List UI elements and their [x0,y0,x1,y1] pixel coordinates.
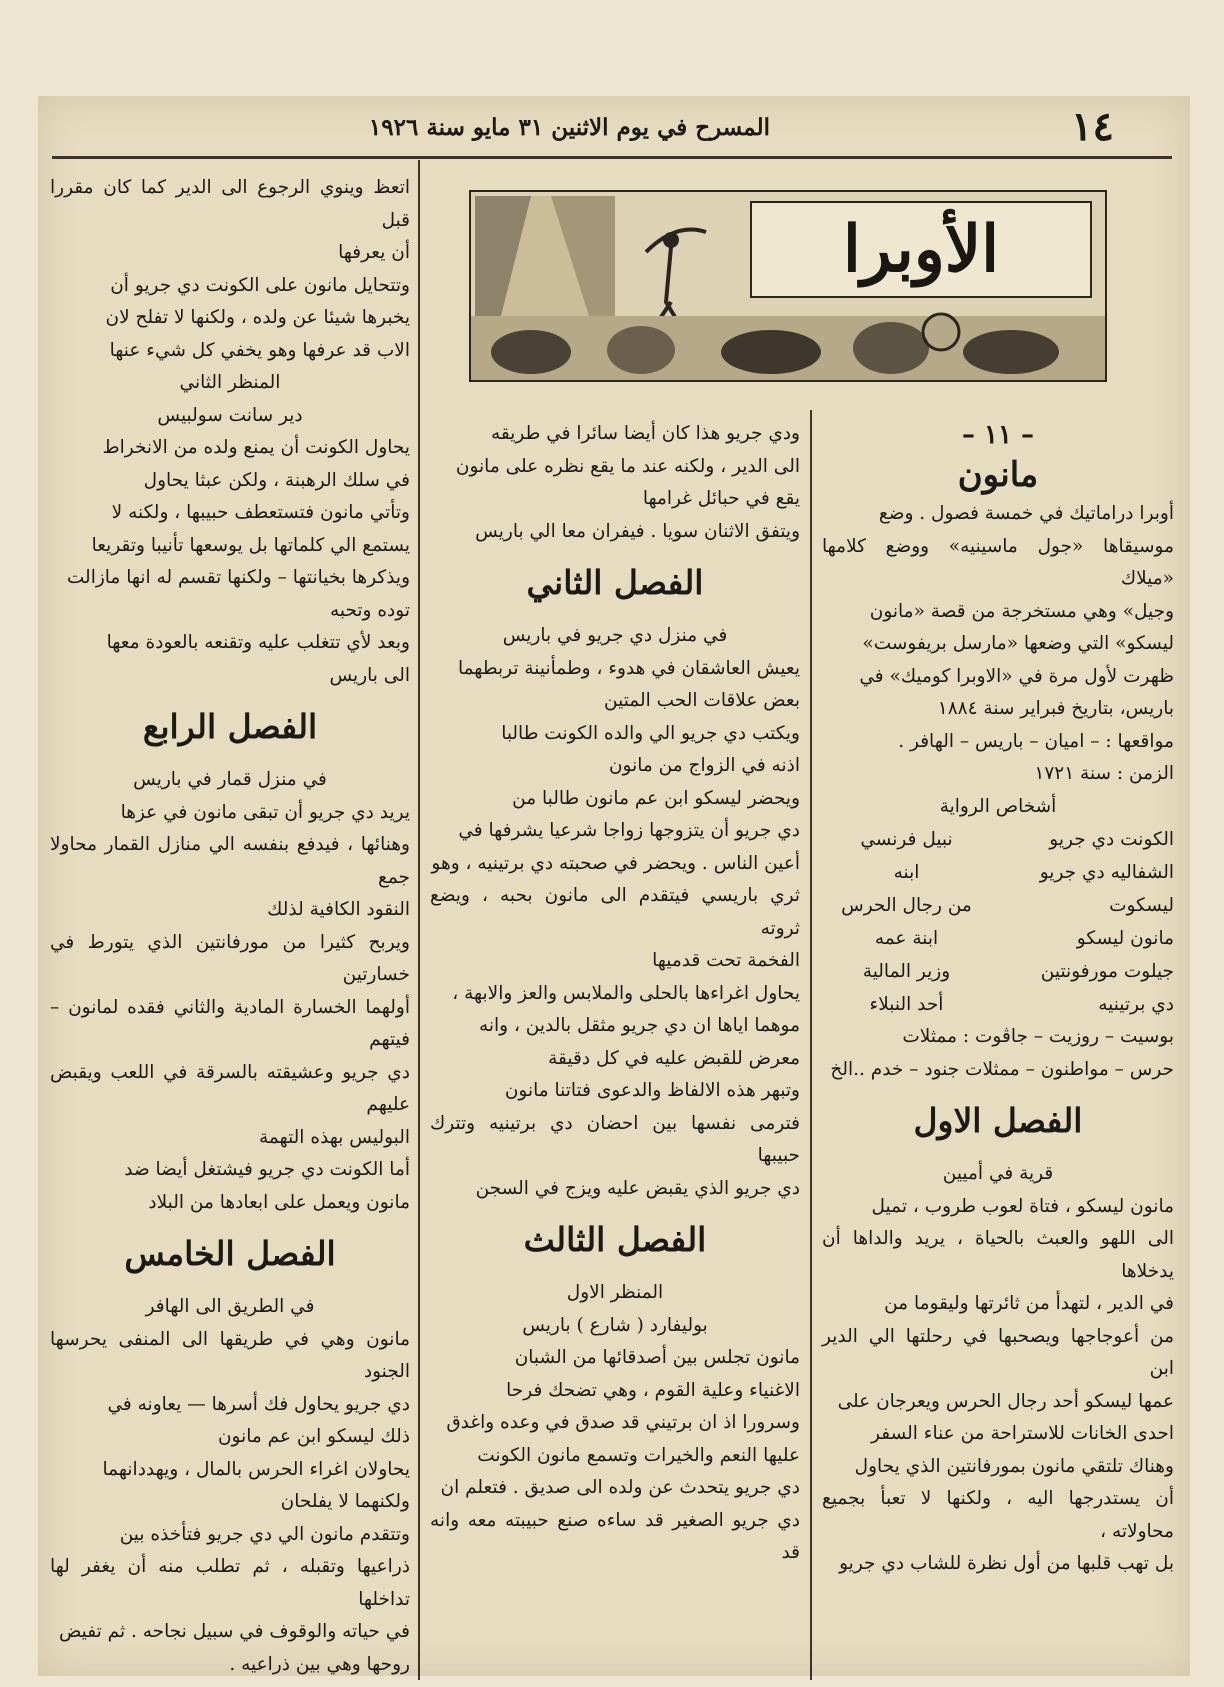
extras-line: حرس – مواطنون – ممثلات جنود – خدم ..الخ [830,1058,1174,1080]
paragraph-line: دي جريو الصغير قد ساءه صنع حبيبته معه وانه قد [430,1509,800,1563]
cast-row [822,955,1174,988]
paragraph-line: ويربح كثيرا من مورفانتين الذي يتورط في خسارتين [50,931,410,985]
paragraph-line: موسيقاها «جول ماسينيه» ووضع كلامها «ميلاك [822,535,1174,589]
paragraph-line: وهناك تلتقي مانون بمورفانتين الذي يحاول [854,1455,1174,1477]
act3-scene: المنظر الاول [566,1282,664,1303]
paragraph-line: توده وتحبه [329,599,410,621]
act5-place: في الطريق الى الهافر [145,1296,315,1317]
paragraph-line: عمها ليسكو أحد رجال الحرس ويعرجان على [837,1390,1174,1412]
paragraph-line: أما الكونت دي جريو فيشتغل أيضا ضد [124,1159,410,1180]
act5-text [50,1324,410,1682]
act3-place: بوليفارد ( شارع ) باريس [522,1314,708,1336]
time-line: الزمن : سنة ١٧٢١ [1034,763,1174,784]
paragraph-line: ويكتب دي جريو الي والده الكونت طالبا [501,722,800,744]
paragraph-line: معرض للقبض عليه في كل دقيقة [548,1047,800,1069]
cast-row [822,823,1174,856]
paragraph-line: الاب قد عرفها وهو يخفي كل شيء عنها [109,339,410,361]
cast-role: الشفاليه دي جريو [1039,862,1174,883]
cast-desc: أحد النبلاء [869,994,944,1015]
paragraph-line: بعض علاقات الحب المتين [604,690,800,711]
scene2-place: دير سانت سولبيس [157,404,303,426]
cast-row [822,856,1174,889]
paragraph-line: أعين الناس . ويحضر في صحبته دي برتينيه ، وهو [431,852,800,874]
scene2-title: المنظر الثاني [179,372,281,393]
paragraph-line: وتأتي مانون فتستعطف حبيبها ، ولكنه لا [111,502,410,523]
act3-text [430,1342,800,1570]
paragraph-line: دي جريو الذي يقبض عليه ويزج في السجن [475,1177,800,1199]
opera-number: – ١١ – [961,420,1035,450]
paragraph-line: ذراعيها وتقبله ، ثم تطلب منه أن يغفر لها تداخلها [50,1556,410,1610]
cast-desc: نبيل فرنسي [860,829,953,850]
paragraph-line: يحاول اغراءها بالحلى والملابس والعز والابهة ، [452,982,800,1004]
paragraph-line: مانون تجلس بين أصدقائها من الشبان [514,1347,800,1368]
cast-row [822,889,1174,922]
paragraph-line: وجيل» وهي مستخرجة من قصة «مانون [869,600,1174,622]
paragraph-line: الى الدير ، ولكنه عند ما يقع نظره على مانون [455,455,800,477]
act3-title: الفصل الثالث [523,1220,707,1259]
cast-desc: ابنه [893,862,920,883]
paragraph-line: وبعد لأي تتغلب عليه وتقنعه بالعودة معها [106,632,410,653]
paragraph-line: مانون ليسكو ، فتاة لعوب طروب ، تميل [871,1195,1174,1217]
paragraph-line: يحاول الكونت أن يمنع ولده من الانخراط [102,437,410,458]
places-line: مواقعها : – اميان – باريس – الهافر . [898,730,1174,752]
paragraph-line: الى اللهو والعبث بالحياة ، يريد والداها أن يدخلاها [822,1228,1174,1282]
paragraph-line: ودي جريو هذا كان أيضا سائرا في طريقه [490,423,800,444]
paragraph-line: أن يستدرجها اليه ، ولكنها لا تعبأ بجميع محاولاته ، [822,1488,1174,1542]
cast-table [822,823,1174,1021]
act4-text [50,797,410,1220]
paragraph-line: مانون وهي في طريقها الى المنفى يحرسها الجنود [50,1328,410,1382]
paragraph-line: وتبهر هذه الالفاظ والدعوى فتاتنا مانون [504,1080,800,1101]
paragraph-line: يريد دي جريو أن تبقى مانون في عزها [120,801,410,823]
scene2-text [50,432,410,692]
paragraph-line: وتتقدم مانون الي دي جريو فتأخذه بين [119,1523,410,1545]
opera-banner [469,190,1107,382]
banner-title: الأوبرا [842,212,1000,287]
paragraph-line: باريس، بتاريخ فبراير سنة ١٨٨٤ [937,698,1174,719]
cast-desc: وزير المالية [862,961,951,982]
page-number: ١٤ [1071,103,1114,150]
intro-text [822,498,1174,726]
paragraph-line: روحها وهي بين ذراعيه . [229,1653,410,1675]
paragraph-line: البوليس بهذه التهمة [258,1126,410,1148]
act5-title: الفصل الخامس [124,1234,336,1273]
cast-role: ليسكوت [1109,895,1174,916]
left-text-a [50,172,410,367]
paragraph-line: دي جريو وعشيقته بالسرقة في اللعب ويقبض عليهم [50,1061,410,1115]
cast-role: دي برتينيه [1098,994,1174,1015]
act4-title: الفصل الرابع [142,707,318,746]
paragraph-line: في حياته والوقوف في سبيل نجاحه . ثم تفيض [59,1621,410,1642]
paragraph-line: ويتفق الاثنان سويا . فيفران معا الي باريس [475,520,800,542]
paragraph-line: يحاولان اغراء الحرس بالمال ، ويهددانهما [102,1458,410,1480]
paragraph-line: ويذكرها بخيانتها – ولكنها تقسم له انها مازالت [66,567,410,588]
cast-row [822,922,1174,955]
article-title: مانون [957,455,1039,495]
cast-role: مانون ليسكو [1076,928,1174,949]
act4-place: في منزل قمار في باريس [133,769,327,790]
cast-desc: ابنة عمه [874,928,939,949]
act2-title: الفصل الثاني [526,563,704,602]
paragraph-line: يعيش العاشقان في هدوء ، وطمأنينة تربطهما [457,657,800,679]
header-rule [52,156,1172,159]
paragraph-line: في سلك الرهبنة ، ولكن عبثا يحاول [143,469,410,491]
paragraph-line: وسرورا اذ ان برتيني قد صدق في وعده واغدق [446,1412,800,1433]
paragraph-line: يستمع الي كلماتها بل يوسعها تأنيبا وتقريعا [91,534,410,556]
paragraph-line: ولكنهما لا يفلحان [280,1491,410,1512]
paragraph-line: يخبرها شيئا عن ولده ، ولكنها لا تفلح لان [105,307,410,328]
paragraph-line: ويحضر ليسكو ابن عم مانون طالبا من [512,787,800,809]
cast-role: جيلوت مورفونتين [1040,961,1174,982]
paragraph-line: دي جريو يتحدث عن ولده الى صديق . فتعلم ان [440,1477,800,1498]
paragraph-line: مانون ويعمل على ابعادها من البلاد [148,1191,410,1213]
paragraph-line: احدى الخانات للاستراحة من عناء السفر [871,1423,1174,1444]
act1-title: الفصل الاول [913,1101,1083,1140]
paragraph-line: ظهرت لأول مرة في «الاوبرا كوميك» في [859,665,1174,687]
paragraph-line: وهنائها ، فيدفع بنفسه الي منازل القمار محاولا جمع [50,834,410,888]
column-rule-right [810,410,812,1680]
paragraph-line: أوبرا دراماتيك في خمسة فصول . وضع [878,503,1174,524]
paragraph-line: فترمى نفسها بين احضان دي برتينيه وتترك حبيبها [430,1112,800,1166]
paragraph-line: النقود الكافية لذلك [267,899,410,920]
paragraph-line: في الدير ، لتهدأ من ثائرتها وليقوما من [884,1293,1174,1314]
paragraph-line: ثري باريسي فيتقدم الى مانون بحبه ، ويضع ثروته [430,885,800,939]
paragraph-line: موهما اياها ان دي جريو مثقل بالدين ، وانه [478,1015,800,1036]
paragraph-line: من أعوجاجها ويصحبها في رحلتها الي الدير ابن [822,1325,1174,1379]
paragraph-line: اذنه في الزواج من مانون [608,755,800,776]
paragraph-line: دي جريو أن يتزوجها زواجا شرعيا يشرفها في [458,820,800,841]
paragraph-line: الى باريس [329,664,410,686]
act1-text [822,1191,1174,1581]
middle-text-a [430,418,800,548]
paragraph-line: اتعظ وينوي الرجوع الى الدير كما كان مقررا قبل [50,177,410,231]
paragraph-line: الاغنياء وعلية القوم ، وهي تضحك فرحا [506,1379,800,1401]
cast-title: أشخاص الرواية [939,795,1057,817]
paragraph-line: يقع في حبائل غرامها [642,488,800,509]
column-rule-left [418,160,420,1680]
column-middle [430,418,800,1570]
paragraph-line: ذلك ليسكو ابن عم مانون [217,1426,410,1447]
paragraph-line: دي جريو يحاول فك أسرها — يعاونه في [107,1393,410,1415]
act2-place: في منزل دي جريو في باريس [502,625,728,646]
paragraph-line: ليسكو» التي وضعها «مارسل بريفوست» [862,633,1174,654]
paragraph-line: الفخمة تحت قدميها [652,950,800,971]
paragraph-line: أن يعرفها [338,242,410,263]
paragraph-line: عليها النعم والخيرات وتسمع مانون الكونت [477,1444,800,1466]
column-left [50,172,410,1681]
cast-desc: من رجال الحرس [841,895,972,916]
paragraph-line: أولهما الخسارة المادية والثاني فقده لمانون – فيتهم [50,996,410,1050]
cast-row [822,988,1174,1021]
column-right [822,418,1174,1581]
act1-place: قرية في أميين [942,1163,1054,1184]
extras-line: بوسيت – روزيت – جاڤوت : ممثلات [902,1026,1174,1047]
header-date-line: المسرح في يوم الاثنين ٣١ مايو سنة ١٩٢٦ [368,114,770,141]
paragraph-line: بل تهب قلبها من أول نظرة للشاب دي جريو [839,1553,1174,1574]
act2-text [430,653,800,1206]
paragraph-line: وتتحايل مانون على الكونت دي جريو أن [110,274,410,296]
cast-role: الكونت دي جريو [1049,829,1174,850]
